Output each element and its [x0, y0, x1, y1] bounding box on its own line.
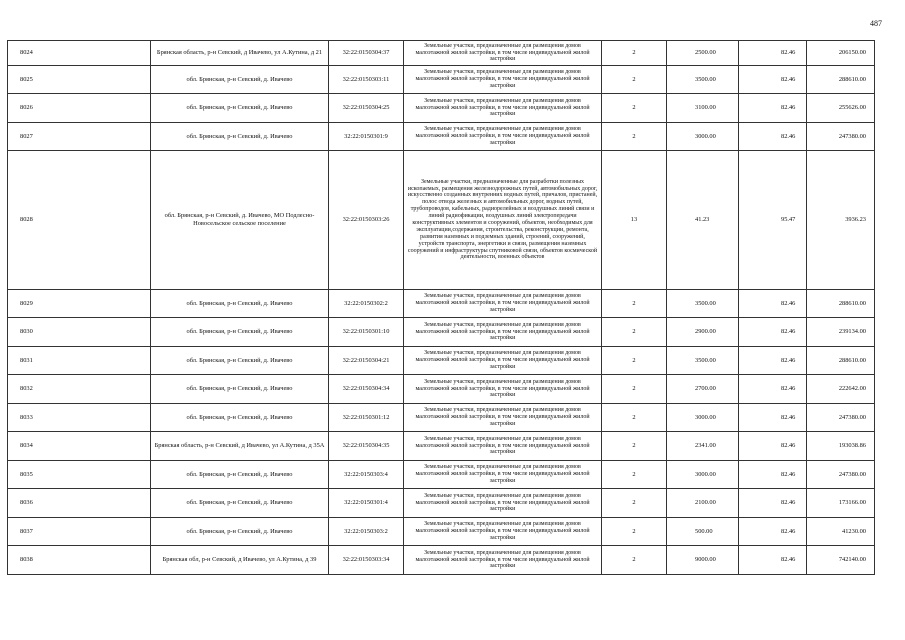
unit-value-cell: 82.46 — [739, 41, 807, 66]
row-number: 8037 — [8, 518, 151, 546]
address-cell: Брянская обл, р-н Севский, д Ивачево, ул А.Кутина, д 39 — [151, 546, 329, 575]
row-number: 8028 — [8, 151, 151, 290]
area-cell: 41.23 — [667, 151, 739, 290]
land-use-cell: Земельные участки, предназначенные для размещения домов малоэтажной жилой застройки, в том числе индивидуальной жилой застройки — [404, 94, 602, 123]
unit-value-cell: 82.46 — [739, 518, 807, 546]
area-cell: 500.00 — [667, 518, 739, 546]
land-use-cell: Земельные участки, предназначенные для размещения домов малоэтажной жилой застройки, в том числе индивидуальной жилой застройки — [404, 318, 602, 347]
cadastral-number-cell: 32:22:0150302:2 — [329, 290, 404, 318]
group-cell: 2 — [602, 518, 667, 546]
cadastral-number-cell: 32:22:0150303:2 — [329, 518, 404, 546]
cadastral-value-cell: 255626.00 — [807, 94, 875, 123]
row-number: 8030 — [8, 318, 151, 347]
area-cell: 2341.00 — [667, 432, 739, 461]
group-cell: 2 — [602, 347, 667, 375]
unit-value-cell: 82.46 — [739, 123, 807, 151]
group-cell: 2 — [602, 290, 667, 318]
area-cell: 2500.00 — [667, 41, 739, 66]
cadastral-number-cell: 32:22:0150304:21 — [329, 347, 404, 375]
page-number: 487 — [870, 19, 882, 28]
address-cell: обл. Брянская, р-н Севский, д. Ивачево — [151, 94, 329, 123]
area-cell: 2700.00 — [667, 375, 739, 404]
area-cell: 3500.00 — [667, 347, 739, 375]
table-row — [8, 290, 875, 318]
cadastral-value-cell: 288610.00 — [807, 347, 875, 375]
address-cell: обл. Брянская, р-н Севский, д. Ивачево — [151, 290, 329, 318]
cadastral-value-cell: 742140.00 — [807, 546, 875, 575]
table-row — [8, 518, 875, 546]
land-use-cell: Земельные участки, предназначенные для размещения домов малоэтажной жилой застройки, в том числе индивидуальной жилой застройки — [404, 432, 602, 461]
land-use-cell: Земельные участки, предназначенные для размещения домов малоэтажной жилой застройки, в том числе индивидуальной жилой застройки — [404, 461, 602, 489]
table-row — [8, 151, 875, 290]
unit-value-cell: 82.46 — [739, 290, 807, 318]
cadastral-value-cell: 247380.00 — [807, 123, 875, 151]
land-use-cell: Земельные участки, предназначенные для размещения домов малоэтажной жилой застройки, в том числе индивидуальной жилой застройки — [404, 489, 602, 518]
cadastral-value-cell: 239134.00 — [807, 318, 875, 347]
unit-value-cell: 95.47 — [739, 151, 807, 290]
land-use-cell: Земельные участки, предназначенные для размещения домов малоэтажной жилой застройки, в том числе индивидуальной жилой застройки — [404, 290, 602, 318]
area-cell: 3100.00 — [667, 94, 739, 123]
row-number: 8036 — [8, 489, 151, 518]
unit-value-cell: 82.46 — [739, 66, 807, 94]
table-row — [8, 375, 875, 404]
area-cell: 3500.00 — [667, 66, 739, 94]
address-cell: обл. Брянская, р-н Севский, д. Ивачево — [151, 461, 329, 489]
cadastral-number-cell: 32:22:0150301:4 — [329, 489, 404, 518]
table-row — [8, 404, 875, 432]
cadastral-value-cell: 41230.00 — [807, 518, 875, 546]
land-use-cell: Земельные участки, предназначенные для размещения домов малоэтажной жилой застройки, в том числе индивидуальной жилой застройки — [404, 123, 602, 151]
land-use-cell: Земельные участки, предназначенные для размещения домов малоэтажной жилой застройки, в том числе индивидуальной жилой застройки — [404, 404, 602, 432]
cadastral-value-cell: 173166.00 — [807, 489, 875, 518]
unit-value-cell: 82.46 — [739, 375, 807, 404]
unit-value-cell: 82.46 — [739, 432, 807, 461]
address-cell: обл. Брянская, р-н Севский, д. Ивачево — [151, 489, 329, 518]
cadastral-value-cell: 288610.00 — [807, 66, 875, 94]
row-number: 8035 — [8, 461, 151, 489]
cadastral-number-cell: 32:22:0150303:34 — [329, 546, 404, 575]
area-cell: 3000.00 — [667, 123, 739, 151]
area-cell: 3000.00 — [667, 404, 739, 432]
address-cell: обл. Брянская, р-н Севский, д. Ивачево, МО Подлесно-Новосельское сельское поселение — [151, 151, 329, 290]
address-cell: Брянская область, р-н Севский, д Ивачево, ул А.Кутина, д 21 — [151, 41, 329, 66]
cadastral-value-cell: 247380.00 — [807, 404, 875, 432]
table-row — [8, 546, 875, 575]
table-row — [8, 461, 875, 489]
address-cell: обл. Брянская, р-н Севский, д. Ивачево — [151, 404, 329, 432]
unit-value-cell: 82.46 — [739, 461, 807, 489]
unit-value-cell: 82.46 — [739, 94, 807, 123]
table-row — [8, 432, 875, 461]
group-cell: 2 — [602, 66, 667, 94]
unit-value-cell: 82.46 — [739, 347, 807, 375]
row-number: 8029 — [8, 290, 151, 318]
cadastral-value-table — [7, 40, 875, 575]
group-cell: 2 — [602, 404, 667, 432]
table-row — [8, 489, 875, 518]
row-number: 8034 — [8, 432, 151, 461]
land-use-cell: Земельные участки, предназначенные для размещения домов малоэтажной жилой застройки, в том числе индивидуальной жилой застройки — [404, 518, 602, 546]
land-use-cell: Земельные участки, предназначенные для размещения домов малоэтажной жилой застройки, в том числе индивидуальной жилой застройки — [404, 347, 602, 375]
address-cell: обл. Брянская, р-н Севский, д. Ивачево — [151, 518, 329, 546]
cadastral-number-cell: 32:22:0150304:34 — [329, 375, 404, 404]
cadastral-number-cell: 32:22:0150303:26 — [329, 151, 404, 290]
cadastral-value-cell: 206150.00 — [807, 41, 875, 66]
cadastral-number-cell: 32:22:0150304:25 — [329, 94, 404, 123]
cadastral-number-cell: 32:22:0150301:12 — [329, 404, 404, 432]
unit-value-cell: 82.46 — [739, 489, 807, 518]
area-cell: 3000.00 — [667, 461, 739, 489]
area-cell: 3500.00 — [667, 290, 739, 318]
cadastral-number-cell: 32:22:0150301:9 — [329, 123, 404, 151]
cadastral-value-cell: 222642.00 — [807, 375, 875, 404]
address-cell: обл. Брянская, р-н Севский, д. Ивачево — [151, 318, 329, 347]
address-cell: обл. Брянская, р-н Севский, д. Ивачево — [151, 123, 329, 151]
row-number: 8033 — [8, 404, 151, 432]
area-cell: 9000.00 — [667, 546, 739, 575]
cadastral-number-cell: 32:22:0150304:37 — [329, 41, 404, 66]
address-cell: обл. Брянская, р-н Севский, д. Ивачево — [151, 375, 329, 404]
land-use-cell: Земельные участки, предназначенные для размещения домов малоэтажной жилой застройки, в том числе индивидуальной жилой застройки — [404, 375, 602, 404]
table-row — [8, 123, 875, 151]
cadastral-value-cell: 193038.86 — [807, 432, 875, 461]
land-use-cell: Земельные участки, предназначенные для разработки полезных ископаемых, размещения железнодорожных путей, автомобильных дорог, искусственно созданных внутренних водных путей, причалов, пристаней, полос отвода железных и автомобильных дорог, водных путей, трубопроводов, кабельных, радиорелейных и воздушных линий связи и линий радиофикации, воздушных линий электропередачи конструктивных элементов и сооружений, объектов, необходимых для эксплуатации,содержания, строительства, реконструкции, ремонта, развития наземных и подземных зданий, строений, сооружений, устройств транспорта, энергетики и связи, размещения наземных сооружений и инфраструктуры спутниковой связи, объектов космической деятельности, военных объектов — [404, 151, 602, 290]
unit-value-cell: 82.46 — [739, 318, 807, 347]
group-cell: 2 — [602, 94, 667, 123]
row-number: 8032 — [8, 375, 151, 404]
table-body — [8, 41, 875, 575]
group-cell: 2 — [602, 432, 667, 461]
cadastral-number-cell: 32:22:0150301:10 — [329, 318, 404, 347]
unit-value-cell: 82.46 — [739, 404, 807, 432]
row-number: 8025 — [8, 66, 151, 94]
land-use-cell: Земельные участки, предназначенные для размещения домов малоэтажной жилой застройки, в том числе индивидуальной жилой застройки — [404, 546, 602, 575]
cadastral-value-cell: 3936.23 — [807, 151, 875, 290]
cadastral-number-cell: 32:22:0150304:35 — [329, 432, 404, 461]
table-row — [8, 318, 875, 347]
cadastral-value-cell: 288610.00 — [807, 290, 875, 318]
group-cell: 13 — [602, 151, 667, 290]
group-cell: 2 — [602, 546, 667, 575]
land-use-cell: Земельные участки, предназначенные для размещения домов малоэтажной жилой застройки, в том числе индивидуальной жилой застройки — [404, 41, 602, 66]
cadastral-value-cell: 247380.00 — [807, 461, 875, 489]
group-cell: 2 — [602, 318, 667, 347]
group-cell: 2 — [602, 489, 667, 518]
row-number: 8031 — [8, 347, 151, 375]
area-cell: 2900.00 — [667, 318, 739, 347]
cadastral-number-cell: 32:22:0150303:11 — [329, 66, 404, 94]
group-cell: 2 — [602, 375, 667, 404]
row-number: 8024 — [8, 41, 151, 66]
address-cell: обл. Брянская, р-н Севский, д. Ивачево — [151, 347, 329, 375]
table-row — [8, 94, 875, 123]
address-cell: Брянская область, р-н Севский, д Ивачево, ул А.Кутина, д 35А — [151, 432, 329, 461]
address-cell: обл. Брянская, р-н Севский, д. Ивачево — [151, 66, 329, 94]
land-use-cell: Земельные участки, предназначенные для размещения домов малоэтажной жилой застройки, в том числе индивидуальной жилой застройки — [404, 66, 602, 94]
table-row — [8, 347, 875, 375]
group-cell: 2 — [602, 461, 667, 489]
group-cell: 2 — [602, 123, 667, 151]
area-cell: 2100.00 — [667, 489, 739, 518]
row-number: 8038 — [8, 546, 151, 575]
table-row — [8, 41, 875, 66]
unit-value-cell: 82.46 — [739, 546, 807, 575]
row-number: 8027 — [8, 123, 151, 151]
table-row — [8, 66, 875, 94]
group-cell: 2 — [602, 41, 667, 66]
cadastral-number-cell: 32:22:0150303:4 — [329, 461, 404, 489]
row-number: 8026 — [8, 94, 151, 123]
